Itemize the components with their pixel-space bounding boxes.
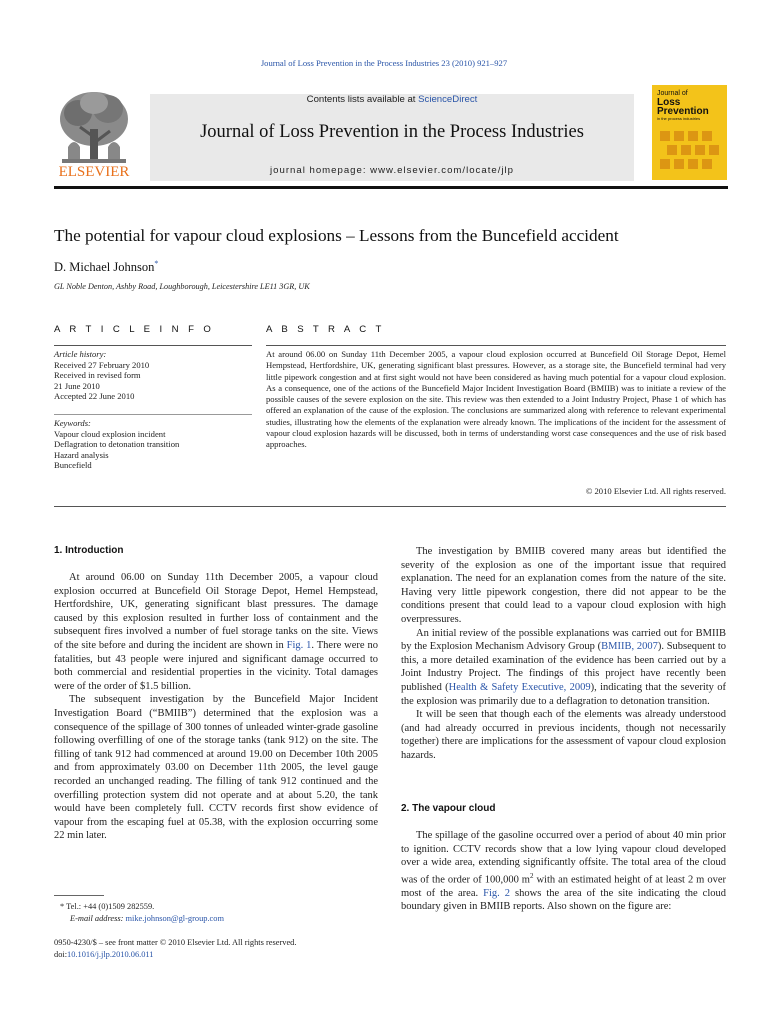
figure-link[interactable]: Fig. 2 (483, 887, 511, 899)
paragraph-text: At around 06.00 on Sunday 11th December 2005, a vapour cloud explosion occurred at Buncefield Oil Storage Depot, Hemel Hempstead, Hertfordshire, UK, generating significant blast pressures. The damage caused by this explosion resulted in further loss of containment and the subsequent fires involved a number of fuel storage tanks on the site. Views of the site before and during the incident are shown in (54, 572, 378, 651)
sciencedirect-link[interactable]: ScienceDirect (418, 94, 478, 105)
journal-citation[interactable]: Journal of Loss Prevention in the Process Industries 23 (2010) 921–927 (260, 58, 508, 68)
issn-block (54, 937, 384, 960)
doi-link[interactable]: 10.1016/j.jlp.2010.06.011 (67, 949, 154, 959)
contents-prefix: Contents lists available at (306, 94, 416, 105)
paragraph: The investigation by BMIIB covered many areas but identified the severity of the explosion as one of the important issue that required explanation. The need for an explanation comes from the nature of the site. Having very little pipework congestion, there did not appear to be the conditions present that could lead to a vapour cloud explosion with high overpressures. (401, 546, 726, 625)
footnote-mark: * (60, 902, 65, 911)
article-title: The potential for vapour cloud explosions – Lessons from the Buncefield accident (54, 226, 619, 245)
author-footnote-mark[interactable]: * (154, 259, 159, 268)
contents-line (150, 94, 634, 105)
cover-pattern-icon (652, 85, 727, 180)
footnote (54, 901, 384, 924)
affiliation: GL Noble Denton, Ashby Road, Loughborough, Leicestershire LE11 3GR, UK (54, 282, 310, 291)
paragraph (54, 571, 378, 693)
section-heading-introduction: 1. Introduction (54, 545, 124, 556)
paragraph-text: . There were no fatalities, but 43 people were injured and significant damage occurred to both commercial and residential properties in the vicinity. Total damages were of the order of $1.5 billion. (54, 639, 378, 692)
cover-line4: in the process industries (657, 116, 701, 121)
footnote-email (54, 913, 384, 925)
abstract-bottom-rule (54, 506, 726, 507)
paragraph-text: with an estimated height of at least 2 m over most of the area. (401, 874, 726, 899)
issn-line: 0950-4230/$ – see front matter © 2010 Elsevier Ltd. All rights reserved. (54, 938, 297, 947)
cover-line2: Loss (657, 97, 681, 108)
footnote-rule (54, 895, 104, 896)
doi-label: doi: (54, 949, 68, 959)
paragraph-text: The spillage of the gasoline occurred over a period of about 40 min prior to ignition. CCTV records show that a low lying vapour cloud developed over a wide area, extending significantly offsite. The total area of the cloud was of the order of 100,000 m (401, 830, 726, 886)
reference-link[interactable]: Health & Safety Executive, 2009 (448, 681, 591, 693)
email-link[interactable]: mike.johnson@gl-group.com (125, 913, 224, 923)
keyword-item: Buncefield (54, 460, 92, 471)
cover-line3: Prevention (657, 106, 709, 117)
figure-link[interactable]: Fig. 1 (286, 639, 312, 651)
reference-link[interactable]: BMIIB, 2007 (601, 641, 658, 653)
paragraph-text: An initial review of the possible explanations was carried out for BMIIB by the Explosion Mechanism Advisory Group ( (401, 627, 726, 653)
keyword-item: Vapour cloud explosion incident (54, 428, 166, 439)
keyword-item: Deflagration to detonation transition (54, 439, 180, 450)
author-line (54, 259, 158, 275)
section-heading-vapour-cloud: 2. The vapour cloud (401, 803, 496, 814)
telephone: Tel.: +44 (0)1509 282559. (66, 902, 155, 911)
keywords-label: Keywords: (54, 418, 91, 428)
footnote-tel (54, 901, 384, 913)
paragraph: The subsequent investigation by the Buncefield Major Incident Investigation Board (“BMIIB”) determined that the explosion was a consequence of the spillage of 300 tonnes of unleaded winter-grade gasoline following overfilling of one of the storage tanks (tank 912) on the site. The filling of tank 912 had commenced at around 19.00 on December 10th 2005 and from approximately 03.00 on December 11th 2005, the level gauge recorded an unchanged reading. The filling of tank 912 continued and the overfilling protection system did not operate and at about 5.20, the tank would have been completely full. CCTV records first show evidence of vapour from the escaping fuel at 05.38, with the explosion occurring some 22 min later. (54, 694, 378, 842)
keyword-item: Hazard analysis (54, 449, 109, 460)
paragraph (401, 829, 726, 914)
history-item: Received 27 February 2010 (54, 359, 150, 370)
elsevier-wordmark: ELSEVIER (58, 164, 130, 180)
abstract-label: A B S T R A C T (266, 324, 385, 335)
paragraph-text: ), indicating that the severity of the explosion was primarily due to a deflagration to detonation transition. (401, 681, 726, 707)
abstract-rule (266, 345, 726, 346)
article-info-label: A R T I C L E I N F O (54, 324, 215, 335)
journal-cover[interactable] (652, 85, 727, 180)
history-item: Received in revised form (54, 370, 141, 381)
article-history (54, 349, 252, 402)
article-info-rule (54, 345, 252, 346)
body-column-right (401, 545, 726, 763)
history-item: 21 June 2010 (54, 380, 100, 391)
history-item: Accepted 22 June 2010 (54, 391, 135, 402)
cover-line1: Journal of (657, 90, 688, 97)
body-column-left (54, 571, 378, 843)
paragraph-text: shows the area of the site indicating the cloud boundary given in BMIIB reports. Also shown on the figure are: (401, 887, 726, 913)
body-column-right-lower (401, 829, 726, 914)
paragraph: It will be seen that though each of the elements was already understood (and had already occurred in previous incidents, though not necessarily together) there are implications for the assessment of vapour cloud explosion hazards. (401, 709, 726, 761)
journal-title: Journal of Loss Prevention in the Process Industries (200, 122, 584, 142)
email-label: E-mail address: (70, 913, 124, 923)
keywords-rule (54, 414, 252, 415)
paragraph-text: ). Subsequent to this, a more detailed examination of the evidence has been carried out by a Joint Industry Project. The findings of this project have recently been published ( (401, 641, 727, 693)
history-label: Article history: (54, 349, 107, 359)
journal-homepage-link[interactable]: journal homepage: www.elsevier.com/locate/jlp (270, 165, 514, 176)
abstract-copyright: © 2010 Elsevier Ltd. All rights reserved. (585, 486, 726, 496)
header-rule (54, 186, 728, 189)
superscript: 2 (529, 871, 534, 880)
doi-line (54, 949, 384, 961)
author-name: D. Michael Johnson (54, 260, 155, 275)
paragraph (401, 627, 726, 709)
keywords (54, 418, 252, 471)
abstract-text: At around 06.00 on Sunday 11th December 2005, a vapour cloud explosion occurred at Buncefield Oil Storage Depot, Hemel Hempstead, Hertfordshire, UK, generating significant blast pressures. However, as a storage site, the Buncefield terminal had very little pipework congestion and at first sight would not have been considered as having much potential for a vapour cloud explosion. As a consequence, one of the actions of the Buncefield Major Incident Investigation Board (BMIIB) was to initiate a review of the possible causes of the severe explosion on the site. This review was then extended to a Joint Industry Project, Phase 1 of which has offered an explanation of the cause of the explosion. The conclusions are summarized along with reference to relevant experimental studies, illustrating how the elements of the explanation were already known. The implications of the incident for the assessment of vapour cloud explosion hazards will be discussed, both in terms of understanding worst case consequences and the use of risk based approaches. (266, 349, 726, 450)
elsevier-logo (54, 85, 134, 185)
